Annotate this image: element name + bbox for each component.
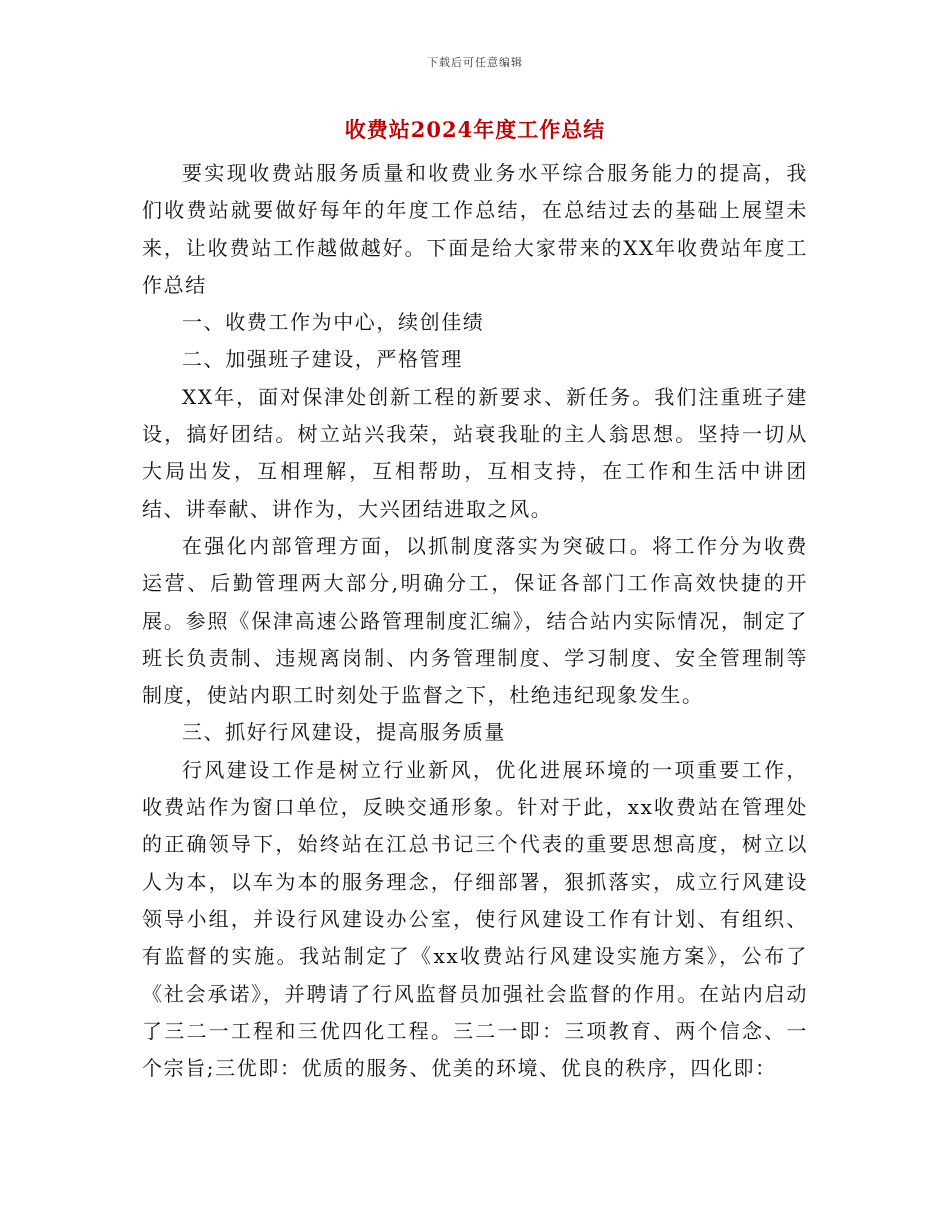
- header-note: 下载后可任意编辑: [427, 56, 523, 69]
- paragraph-conduct-building: 行风建设工作是树立行业新风，优化进展环境的一项重要工作，收费站作为窗口单位，反映交通形象。针对于此，xx收费站在管理处的正确领导下，始终站在江总书记三个代表的重要思想高度，树立以人为本，以车为本的服务理念，仔细部署，狠抓落实，成立行风建设领导小组，并设行风建设办公室，使行风建设工作有计划、有组织、有监督的实施。我站制定了《xx收费站行风建设实施方案》，公布了《社会承诺》，并聘请了行风监督员加强社会监督的作用。在站内启动了三二一工程和三优四化工程。三二一即：三项教育、两个信念、一个宗旨;三优即：优质的服务、优美的环境、优良的秩序，四化即：: [142, 757, 808, 1081]
- document-body: [142, 155, 808, 1087]
- paragraph-team-building: XX年，面对保津处创新工程的新要求、新任务。我们注重班子建设，搞好团结。树立站兴我荣，站衰我耻的主人翁思想。坚持一切从大局出发，互相理解，互相帮助，互相支持，在工作和生活中讲团结、讲奉献、讲作为，大兴团结进取之风。: [142, 384, 808, 521]
- section-heading-3: 三、抓好行风建设，提高服务质量: [182, 720, 506, 745]
- paragraph-intro: 要实现收费站服务质量和收费业务水平综合服务能力的提高，我们收费站就要做好每年的年度工作总结，在总结过去的基础上展望未来，让收费站工作越做越好。下面是给大家带来的XX年收费站年度工作总结: [142, 161, 808, 297]
- paragraph-internal-management: 在强化内部管理方面，以抓制度落实为突破口。将工作分为收费运营、后勤管理两大部分,明确分工，保证各部门工作高效快捷的开展。参照《保津高速公路管理制度汇编》，结合站内实际情况，制定了班长负责制、违规离岗制、内务管理制度、学习制度、安全管理制等制度，使站内职工时刻处于监督之下，杜绝违纪现象发生。: [142, 533, 808, 708]
- document-title: 收费站2024年度工作总结: [344, 117, 606, 142]
- section-heading-1: 一、收费工作为中心，续创佳绩: [182, 310, 485, 335]
- section-heading-2: 二、加强班子建设，严格管理: [182, 347, 463, 372]
